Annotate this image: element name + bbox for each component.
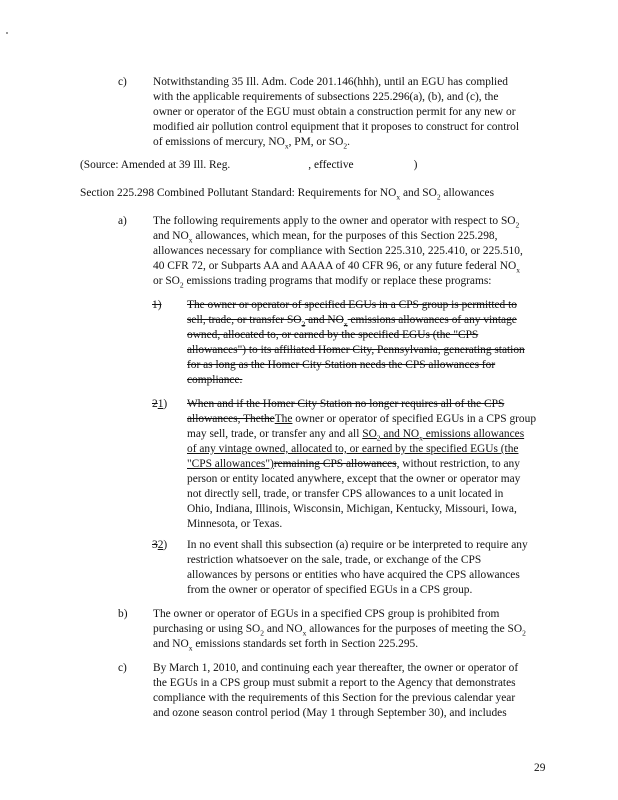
- item-a-marker: a): [118, 215, 127, 227]
- item-a2-line: allowances, ThetheThe owner or operator of specified EGUs in a CPS group: [187, 413, 537, 425]
- item-a3-line: from the owner or operator of specified EGUs in a CPS group.: [187, 584, 473, 596]
- item-a2-line: Ohio, Indiana, Illinois, Wisconsin, Michigan, Kentucky, Missouri, Iowa,: [187, 503, 517, 515]
- section-title: Section 225.298 Combined Pollutant Standard: Requirements for $NO_x$ and $SO_2$ allowances: [80, 187, 495, 202]
- item-c-line: Notwithstanding 35 Ill. Adm. Code 201.146(hhh), until an EGU has complied: [153, 76, 508, 88]
- item-a1-marker: 1): [152, 299, 162, 311]
- item-a3-line: restriction whatsoever on the sale, trade, or exchange of the CPS: [187, 554, 482, 566]
- item-a2-marker: 21): [152, 398, 168, 410]
- item-b-line: and $NO_x$ emissions standards set forth in Section 225.295.: [153, 638, 419, 653]
- item-b-line: The owner or operator of EGUs in a specified CPS group is prohibited from: [153, 608, 500, 620]
- item-b-line: purchasing or using $SO_2$ and $NO_x$ allowances for the purposes of meeting the $SO_2$: [153, 623, 526, 638]
- item-a-line: The following requirements apply to the owner and operator with respect to $SO_2$: [153, 215, 520, 230]
- item-c-line: with the applicable requirements of subsections 225.296(a), (b), and (c), the: [153, 91, 499, 103]
- item-a2-line: When and if the Homer City Station no longer requires all of the CPS: [187, 398, 505, 410]
- item-a-line: or $SO_2$ emissions trading programs that modify or replace these programs:: [153, 275, 492, 290]
- item-a2-line: Minnesota, or Texas.: [187, 518, 283, 530]
- source-note: (Source: Amended at 39 Ill. Reg. , effective ): [80, 159, 418, 171]
- page-number: 29: [534, 762, 546, 774]
- item-a1-line: The owner or operator of specified EGUs in a CPS group is permitted to: [187, 299, 517, 311]
- item-c-marker: c): [118, 76, 127, 88]
- item-c-line: modified air pollution control equipment that it proposes to construct for control: [153, 121, 520, 133]
- item-a3-line: allowances by persons or entities who have acquired the CPS allowances: [187, 569, 520, 581]
- item-a1-line: sell, trade, or transfer $SO_2$ and $NO_x$ emissions allowances of any vintage: [187, 314, 517, 329]
- item-c2-marker: c): [118, 662, 127, 674]
- item-c-line: owner or operator of the EGU must obtain a construction permit for any new or: [153, 106, 516, 118]
- item-c2-line: By March 1, 2010, and continuing each year thereafter, the owner or operator of: [153, 662, 519, 674]
- item-a2-line: of any vintage owned, allocated to, or earned by the specified EGUs (the: [187, 443, 519, 455]
- item-a2-line: not directly sell, trade, or transfer CPS allowances to a unit located in: [187, 488, 504, 500]
- item-a3-marker: 32): [152, 539, 168, 551]
- scan-speck: [6, 32, 8, 34]
- item-c-line: of emissions of mercury, $NO_x$, PM, or $SO_2$.: [153, 136, 350, 151]
- item-a1-line: compliance.: [187, 374, 243, 386]
- item-a-line: 40 CFR 72, or Subparts AA and AAAA of 40 CFR 96, or any future federal $NO_x$: [153, 260, 520, 275]
- item-a-line: allowances necessary for compliance with Section 225.310, 225.410, or 225.510,: [153, 245, 523, 257]
- item-c2-line: the EGUs in a CPS group must submit a report to the Agency that demonstrates: [153, 677, 516, 689]
- item-a2-line: person or entity located anywhere, except that the owner or operator may: [187, 473, 521, 485]
- item-b-marker: b): [118, 608, 128, 620]
- item-a1-line: for as long as the Homer City Station needs the CPS allowances for: [187, 359, 496, 371]
- item-c2-line: and ozone season control period (May 1 through September 30), and includes: [153, 707, 507, 719]
- item-a3-line: In no event shall this subsection (a) require or be interpreted to require any: [187, 539, 528, 551]
- item-a1-line: allowances") to its affiliated Homer City, Pennsylvania, generating station: [187, 344, 525, 356]
- item-a2-line: may sell, trade, or transfer any and all $SO_2$ and $NO_x$ emissions allowances: [187, 428, 525, 443]
- item-a-line: and $NO_x$ allowances, which mean, for the purposes of this Section 225.298,: [153, 230, 498, 245]
- item-a1-line: owned, allocated to, or earned by the specified EGUs (the "CPS: [187, 329, 479, 341]
- item-c2-line: compliance with the requirements of this Section for the previous calendar year: [153, 692, 516, 704]
- item-a2-line: "CPS allowances")remaining CPS allowances, without restriction, to any: [187, 458, 520, 470]
